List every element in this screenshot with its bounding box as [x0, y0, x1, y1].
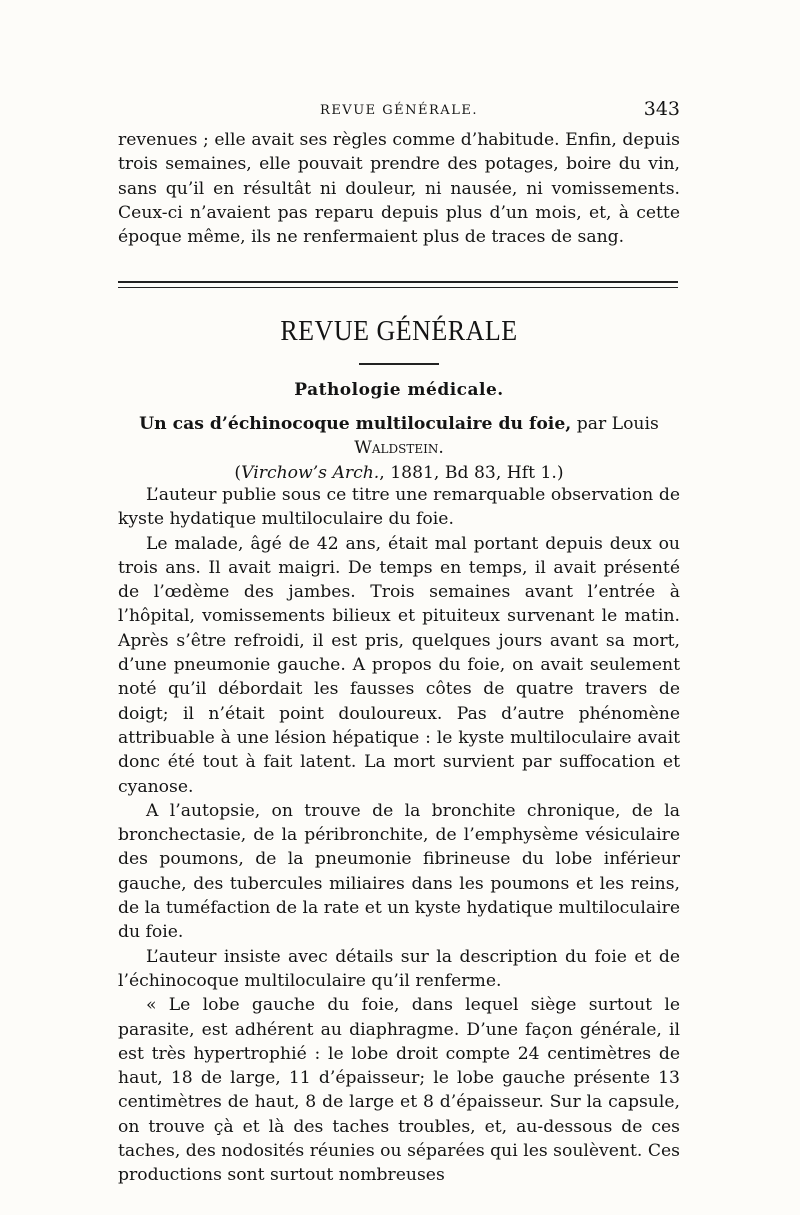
article-title: Un cas d’échinocoque multiloculaire du foie, [139, 414, 572, 434]
article-title-line [118, 412, 680, 461]
section-divider-thick [118, 281, 678, 283]
section-title: REVUE GÉNÉRALE [280, 314, 518, 347]
rubric-heading: Pathologie médicale. [294, 380, 504, 400]
page-number: 343 [643, 98, 680, 120]
paragraph: Le malade, âgé de 42 ans, était mal portant depuis deux ou trois ans. Il avait maigri. De temps en temps, il avait présenté de l’œdème des jambes. Trois semaines avant l’entrée à l’hôpital, vomissements bilieux et pituiteux survenant le matin. Après s’être refroidi, il est pris, quelques jours avant sa mort, d’une pneumonie gauche. A propos du foie, on avait seulement noté qu’il débordait les fausses côtes de quatre travers de doigt; il n’était point douloureux. Pas d’autre phénomène attribuable à une lésion hépatique : le kyste multiloculaire avait donc été tout à fait latent. La mort survient par suffocation et cyanose. [118, 533, 680, 797]
citation-journal: Virchow’s Arch. [241, 462, 380, 483]
paragraph: L’auteur publie sous ce titre une remarquable observation de kyste hydatique multiloculaire du foie. [118, 485, 680, 530]
article-by: par Louis [571, 414, 659, 434]
citation-open: ( [234, 462, 242, 483]
paragraph: revenues ; elle avait ses règles comme d’habitude. Enfin, depuis trois semaines, elle pouvait prendre des potages, boire du vin, sans qu’il en résultât ni douleur, ni nausée, ni vomissements. Ceux-ci n’avaient pas reparu depuis plus d’un mois, et, à cette époque même, ils ne renfermaient plus de traces de sang. [118, 130, 680, 248]
article-heading [118, 412, 680, 485]
section-divider-thin [118, 287, 678, 288]
citation-rest: , 1881, Bd 83, Hft 1.) [379, 462, 564, 483]
previous-article-ending [118, 128, 680, 249]
running-head [118, 98, 680, 122]
article-author: Waldstein. [354, 438, 444, 459]
article-citation [118, 461, 680, 485]
paragraph: L’auteur insiste avec détails sur la description du foie et de l’échinocoque multiloculaire qu’il renferme. [118, 946, 680, 991]
paragraph: « Le lobe gauche du foie, dans lequel siège surtout le parasite, est adhérent au diaphragme. D’une façon générale, il est très hypertrophié : le lobe droit compte 24 centimètres de haut, 18 de large, 11 d’épaisseur; le lobe gauche présente 13 centimètres de haut, 8 de large et 8 d’épaisseur. Sur la capsule, on trouve çà et là des taches troubles, et, au-dessous de ces taches, des nodosités réunies ou séparées qui les soulèvent. Ces productions sont surtout nombreuses [118, 995, 680, 1186]
running-title: REVUE GÉNÉRALE. [320, 103, 478, 118]
title-underline [359, 363, 439, 365]
paragraph: A l’autopsie, on trouve de la bronchite chronique, de la bronchectasie, de la péribronchite, de l’emphysème vésiculaire des poumons, de la pneumonie fibrineuse du lobe inférieur gauche, des tubercules miliaires dans les poumons et les reins, de la tuméfaction de la rate et un kyste hydatique multiloculaire du foie. [118, 800, 680, 943]
article-body [118, 483, 680, 1188]
